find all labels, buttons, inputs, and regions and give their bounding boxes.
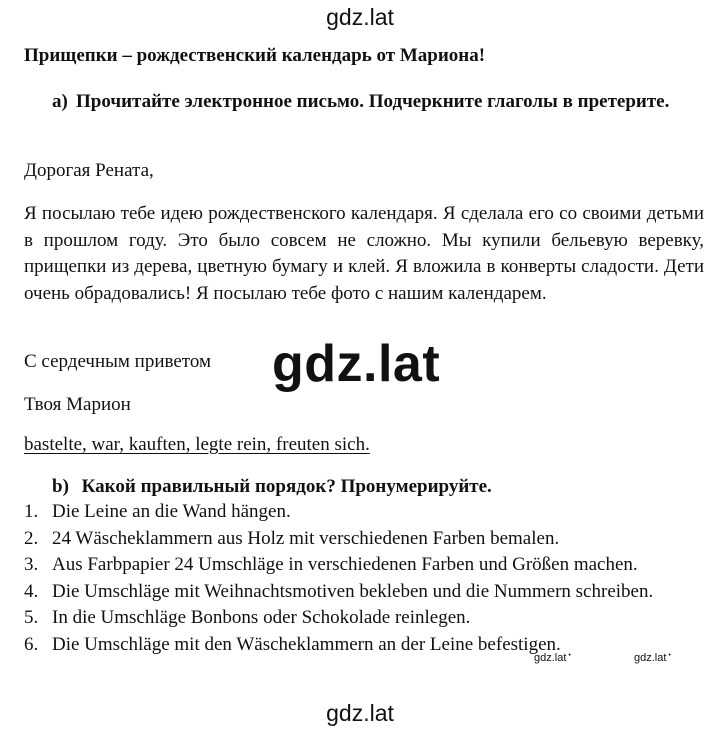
watermark-center: gdz.lat — [272, 335, 441, 393]
step-text: Die Umschläge mit Weihnachtsmotiven bekleben und die Nummern schreiben. — [52, 580, 654, 602]
task-a-label: a) — [52, 91, 68, 112]
watermark-small-1: gdz.lat • — [534, 652, 571, 664]
task-b — [52, 476, 492, 498]
step-number: 2. — [24, 527, 39, 549]
list-item — [24, 499, 704, 526]
step-text: In die Umschläge Bonbons oder Schokolade reinlegen. — [52, 607, 471, 628]
step-number: 6. — [24, 633, 39, 655]
step-text: Aus Farbpapier 24 Umschläge in verschiedenen Farben und Größen machen. — [52, 554, 638, 575]
step-number: 5. — [24, 607, 39, 628]
task-a-text: Прочитайте электронное письмо. Подчеркните глаголы в претерите. — [76, 91, 670, 112]
letter-greeting: Дорогая Рената, — [24, 160, 154, 181]
watermark-small-2: gdz.lat • — [634, 652, 671, 664]
task-a — [52, 89, 704, 115]
step-number: 3. — [24, 554, 39, 575]
step-number: 1. — [24, 501, 39, 522]
letter-signature: Твоя Марион — [24, 394, 131, 415]
list-item — [24, 579, 704, 606]
step-text: 24 Wäscheklammern aus Holz mit verschiedenen Farben bemalen. — [52, 527, 560, 549]
steps-list — [24, 499, 704, 658]
list-item — [24, 552, 704, 579]
letter-closing: С сердечным приветом — [24, 351, 212, 372]
list-item — [24, 526, 704, 553]
list-item — [24, 632, 704, 659]
answer-verbs: bastelte, war, kauften, legte rein, freuten sich. — [24, 434, 370, 455]
task-b-text: Какой правильный порядок? Пронумерируйте. — [81, 476, 492, 497]
step-number: 4. — [24, 580, 39, 602]
letter-body: Я посылаю тебе идею рождественского календаря. Я сделала его со своими детьми в прошлом году. Это было совсем не сложно. Мы купили бельевую веревку, прищепки из дерева, цветную бумагу и клей. Я вложила в конверты сладости. Дети очень обрадовались! Я посылаю тебе фото с нашим календарем. — [24, 203, 704, 304]
watermark-top: gdz.lat — [326, 4, 394, 30]
list-item — [24, 605, 704, 632]
step-text: Die Umschläge mit den Wäscheklammern an der Leine befestigen. — [52, 633, 561, 655]
task-b-label: b) — [52, 476, 69, 497]
step-text: Die Leine an die Wand hängen. — [52, 501, 291, 522]
page-title: Прищепки – рождественский календарь от Мариона! — [24, 45, 486, 66]
watermark-bottom: gdz.lat — [326, 700, 394, 726]
